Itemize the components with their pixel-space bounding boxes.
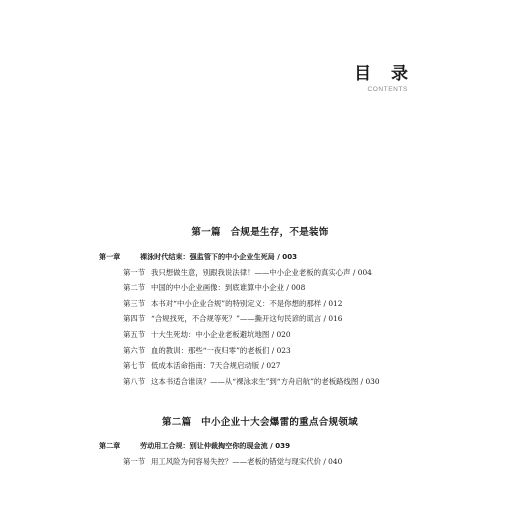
entry-number: 第八节 (123, 376, 146, 386)
entry-text: “合规找死，不合规等死？”——撕开这句民谚的谎言 / 016 (151, 314, 343, 324)
entry-number: 第四节 (123, 314, 146, 324)
entry-text: 我只想做生意，别跟我说法律！——中小企业老板的真实心声 / 004 (151, 267, 372, 277)
toc-section-entry (99, 343, 424, 359)
toc-section-entry (99, 280, 424, 296)
entry-number: 第五节 (123, 329, 146, 339)
toc-title: 目 录 (354, 64, 415, 84)
toc-subtitle: CONTENTS (367, 86, 408, 93)
entry-number: 第七节 (123, 361, 146, 371)
toc-chapter-entry (99, 438, 424, 454)
entry-number: 第一节 (123, 267, 146, 277)
entry-text: 血的教训：那些“一夜归零”的老板们 / 023 (151, 345, 291, 355)
part-title: 第一篇 合规是生存，不是装饰 (191, 227, 329, 238)
entry-text: 本书对“中小企业合规”的特别定义：不是你想的那样 / 012 (151, 298, 343, 308)
entry-text: 十大生死劫：中小企业老板避坑地图 / 020 (151, 329, 291, 339)
entry-number: 第二章 (99, 441, 121, 450)
entry-number: 第一节 (123, 456, 146, 466)
entry-text: 裸泳时代结束：强监管下的中小企业生死局 / 003 (140, 252, 298, 261)
toc-chapter-entry (99, 249, 424, 265)
entry-number: 第一章 (99, 252, 121, 261)
toc-section-entry (99, 265, 424, 281)
entry-text: 中国的中小企业画像：到底谁算中小企业 / 008 (151, 283, 306, 293)
entry-text: 劳动用工合规：别让仲裁掏空你的现金流 / 039 (140, 441, 291, 450)
entry-text: 低成本活命指南：7天合规启动版 / 027 (151, 361, 281, 371)
entry-text: 用工风险为何容易失控？——老板的错觉与现实代价 / 040 (151, 456, 343, 466)
part-title: 第二篇 中小企业十大会爆雷的重点合规领域 (161, 417, 358, 428)
toc-header (354, 64, 415, 93)
toc-section-entry (99, 327, 424, 343)
toc-section-entry (99, 454, 424, 470)
toc-entries-part-2 (99, 438, 424, 469)
toc-section-entry (99, 311, 424, 327)
toc-section-entry (99, 296, 424, 312)
toc-section-entry (99, 358, 424, 374)
entry-number: 第六节 (123, 345, 146, 355)
toc-entries-part-1 (99, 249, 424, 389)
toc-section-entry (99, 374, 424, 390)
entry-number: 第二节 (123, 283, 146, 293)
entry-number: 第三节 (123, 298, 146, 308)
entry-text: 这本书适合谁读？——从“裸泳求生”到“方舟启航”的老板路线图 / 030 (151, 376, 380, 386)
